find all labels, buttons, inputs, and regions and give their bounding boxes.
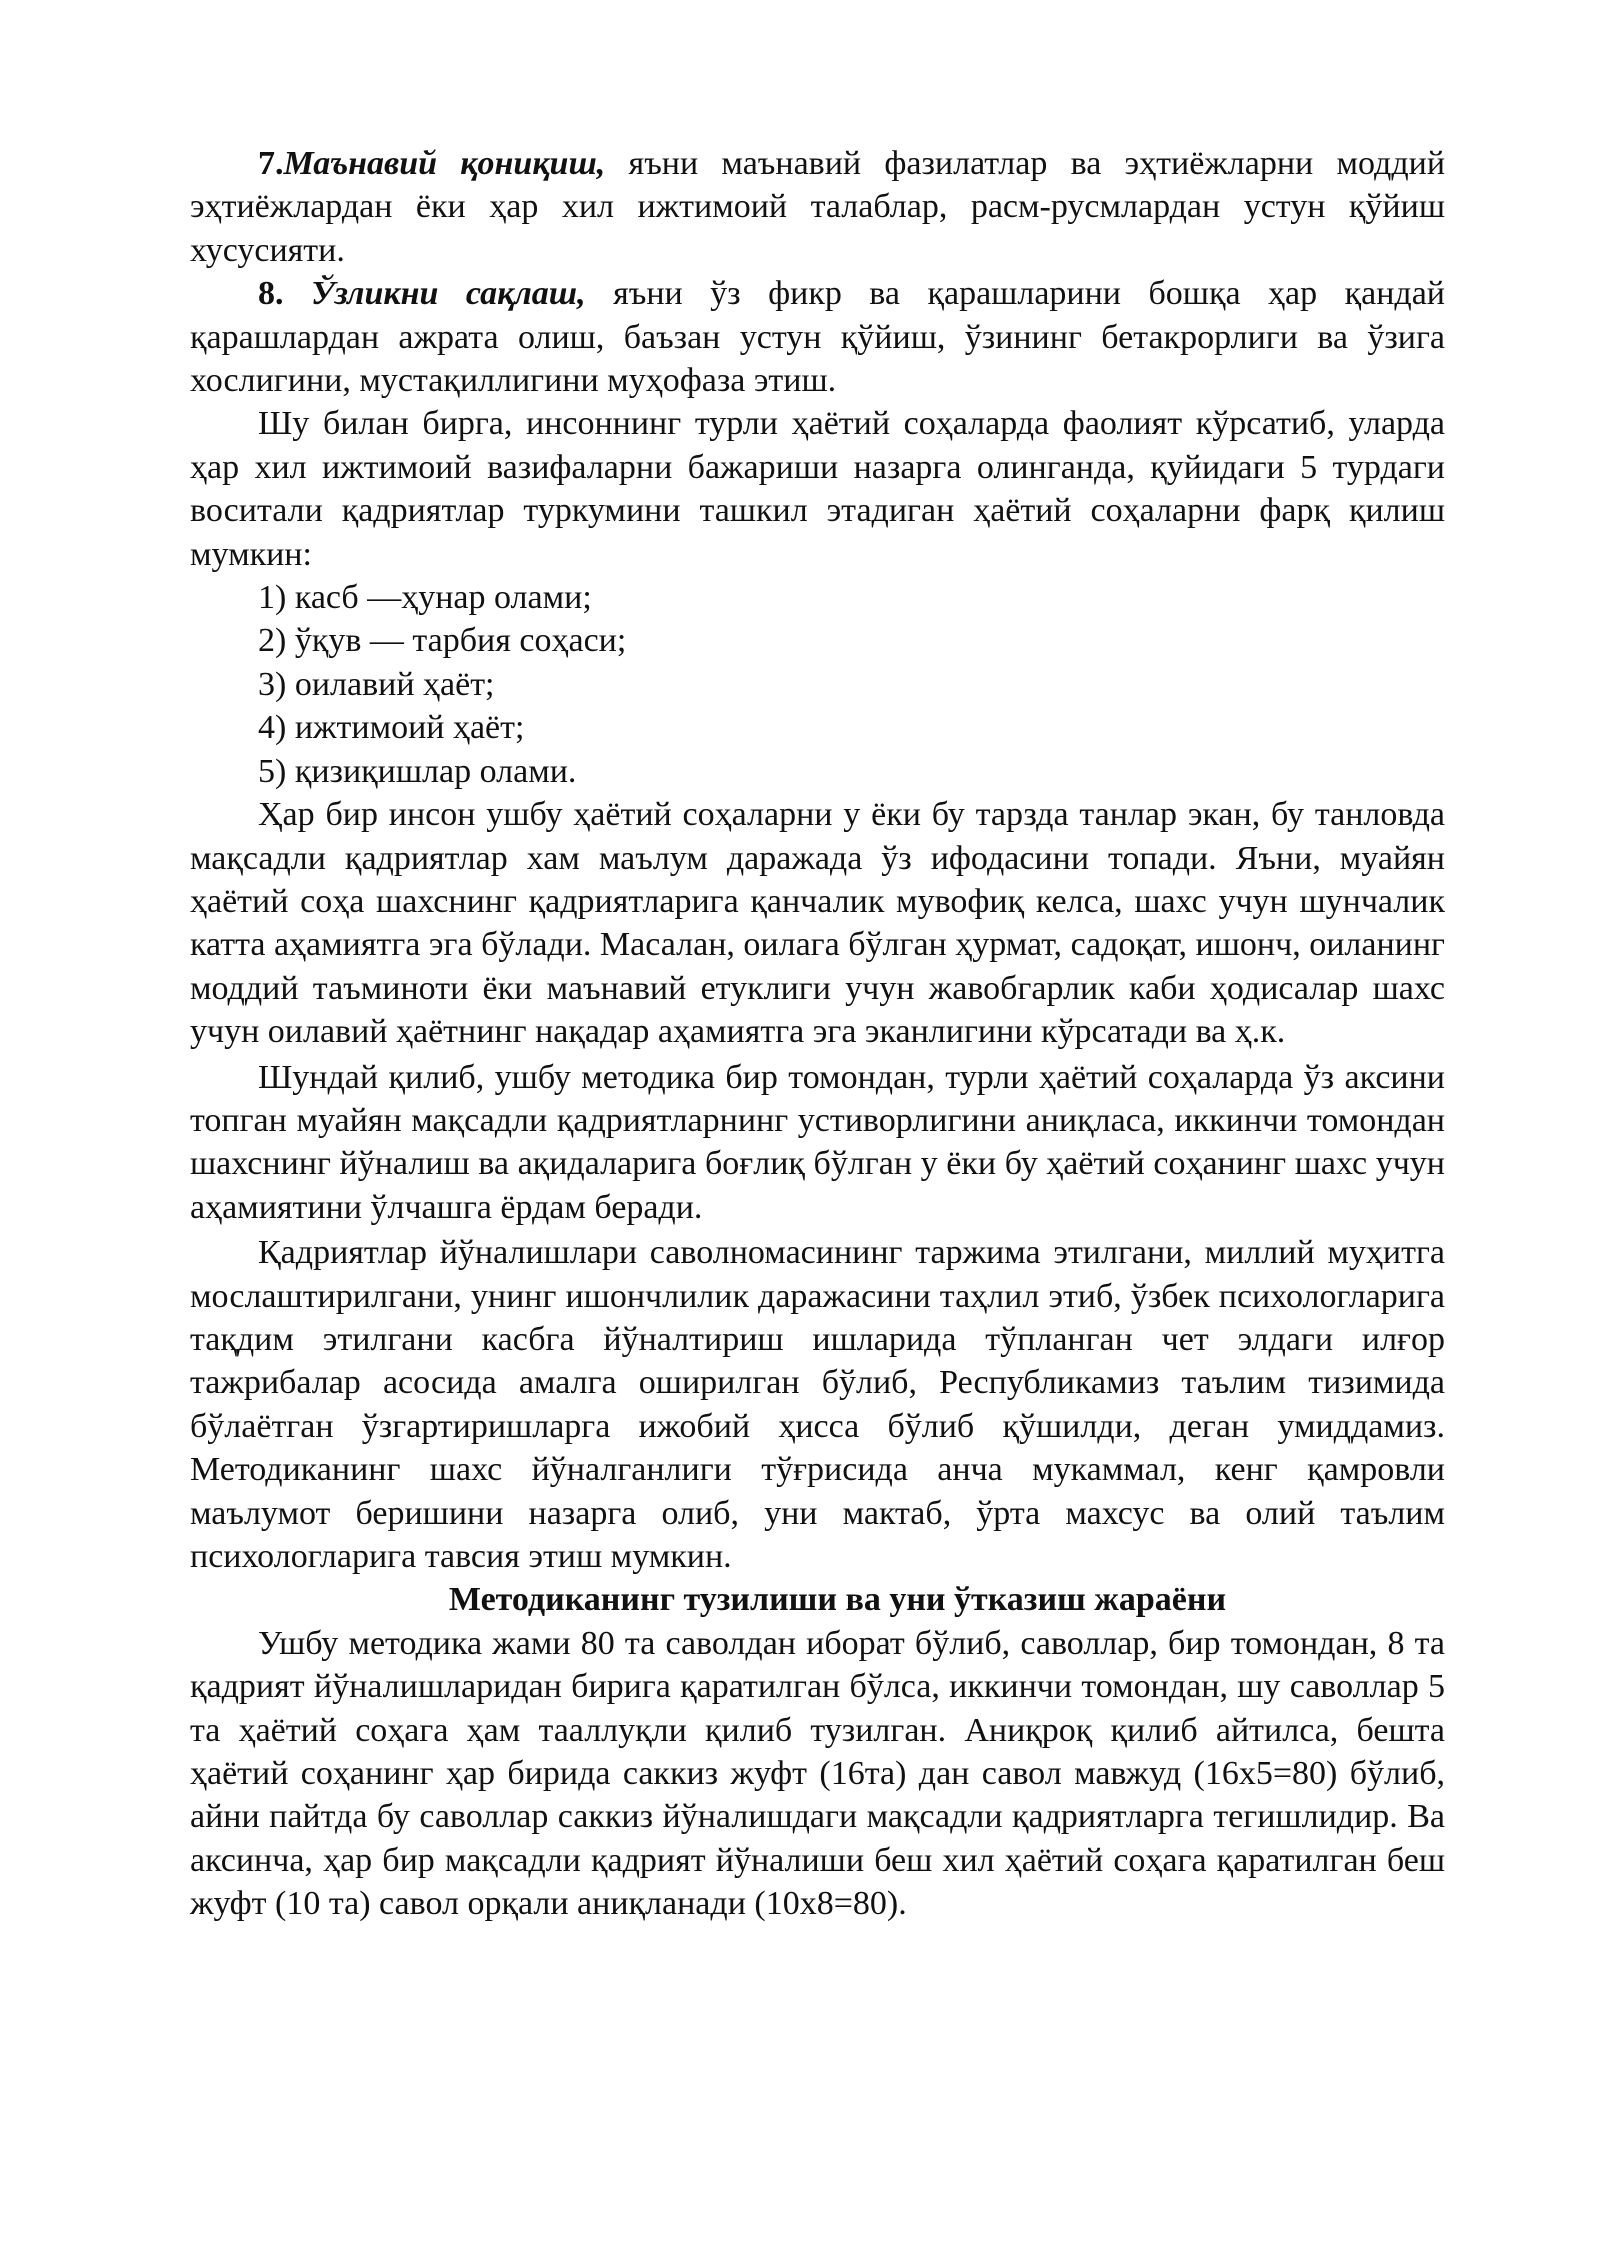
paragraph-questionnaire: Қадриятлар йўналишлари саволномасининг таржима этилгани, миллий муҳитга мослаштирилгани, унинг ишончлилик даражасини таҳлил этиб, ўзбек психологларига тақдим этилгани касбга йўналтириш ишларида тўпланган чет элдаги илғор тажрибалар асосида амалга оширилган бўлиб, Республикамиз таълим тизимида бўлаётган ўзгартиришларга ижобий ҳисса бўлиб қўшилди, деган умиддамиз. Методиканинг шахс йўналганлиги тўғрисида анча мукаммал, кенг қамровли маълумот беришини назарга олиб, уни мактаб, ўрта махсус ва олий таълим психологларига тавсия этиш мумкин. [190,1234,1445,1575]
paragraph-life-spheres-intro: Шу билан бирга, инсоннинг турли ҳаётий соҳаларда фаолият кўрсатиб, уларда ҳар хил ижтимоий вазифаларни бажариши назарга олинганда, қуйидаги 5 турдаги воситали қадриятлар туркумини ташкил этадиган ҳаётий соҳаларни фарқ қилиш мумкин: [190,405,1445,573]
paragraph-text: яъни ўз фикр ва қарашларини бошқа ҳар қандай қарашлардан ажрата олиш, баъзан устун қўйиш, ўзининг бетакрорлиги ва ўзига хослигини, мустақиллигини муҳофаза этиш. [190,275,1446,400]
list-item: 4) ижтимоий ҳаёт; [258,709,525,747]
item-number: 8. [258,275,284,313]
page-body [190,142,1445,1926]
list-item: 5) қизиқишлар олами. [258,752,577,790]
list-item: 1) касб —ҳунар олами; [258,579,592,617]
item-number: 7. [258,145,284,182]
section-heading: Методиканинг тузилиши ва уни ўтказиш жараёни [448,1581,1227,1619]
paragraph-method-structure: Ушбу методика жами 80 та саволдан иборат бўлиб, саволлар, бир томондан, 8 та қадрият йўналишларидан бирига қаратилган бўлса, иккинчи томондан, шу саволлар 5 та ҳаётий соҳага ҳам тааллуқли қилиб тузилган. Аниқроқ қилиб айтилса, бешта ҳаётий соҳанинг ҳар бирида саккиз жуфт (16та) дан савол мавжуд (16х5=80) бўлиб, айни пайтда бу саволлар саккиз йўналишдаги мақсадли қадриятларга тегишлидир. Ва аксинча, ҳар бир мақсадли қадрият йўналиши беш хил ҳаётий соҳага қаратилган беш жуфт (10 та) савол орқали аниқланади (10х8=80). [190,1624,1445,1923]
term-self-preservation: Ўзликни сақлаш, [310,275,586,313]
life-spheres-list [190,576,1445,793]
paragraph-text: яъни маънавий фазилатлар ва эҳтиёжларни моддий эҳтиёжлардан ёки ҳар хил ижтимоий талаблар, расм-русмлардан устун қўйиш хусусияти. [190,145,1446,269]
list-item: 3) оилавий ҳаёт; [258,665,495,703]
paragraph-method-purpose: Шундай қилиб, ушбу методика бир томондан, турли ҳаётий соҳаларда ўз аксини топган муайян мақсадли қадриятларнинг устиворлигини аниқласа, иккинчи томондан шахснинг йўналиш ва ақидаларига боғлиқ бўлган у ёки бу ҳаётий соҳанинг шахс учун аҳамиятини ўлчашга ёрдам беради. [190,1058,1445,1226]
term-spiritual-satisfaction: Маънавий қониқиш, [283,145,606,182]
paragraph-self-preservation [190,272,1445,402]
paragraph-spiritual-satisfaction [190,142,1445,272]
paragraph-choice: Ҳар бир инсон ушбу ҳаётий соҳаларни у ёки бу тарзда танлар экан, бу танловда мақсадли қадриятлар хам маълум даражада ўз ифодасини топади. Яъни, муайян ҳаётий соҳа шахснинг қадриятларига қанчалик мувофиқ келса, шахс учун шунчалик катта аҳамиятга эга бўлади. Масалан, оилага бўлган ҳурмат, садоқат, ишонч, оиланинг моддий таъминоти ёки маънавий етуклиги учун жавобгарлик каби ҳодисалар шахс учун оилавий ҳаётнинг нақадар аҳамиятга эга эканлигини кўрсатади ва ҳ.к. [190,796,1445,1051]
list-item: 2) ўқув — тарбия соҳаси; [258,622,627,660]
